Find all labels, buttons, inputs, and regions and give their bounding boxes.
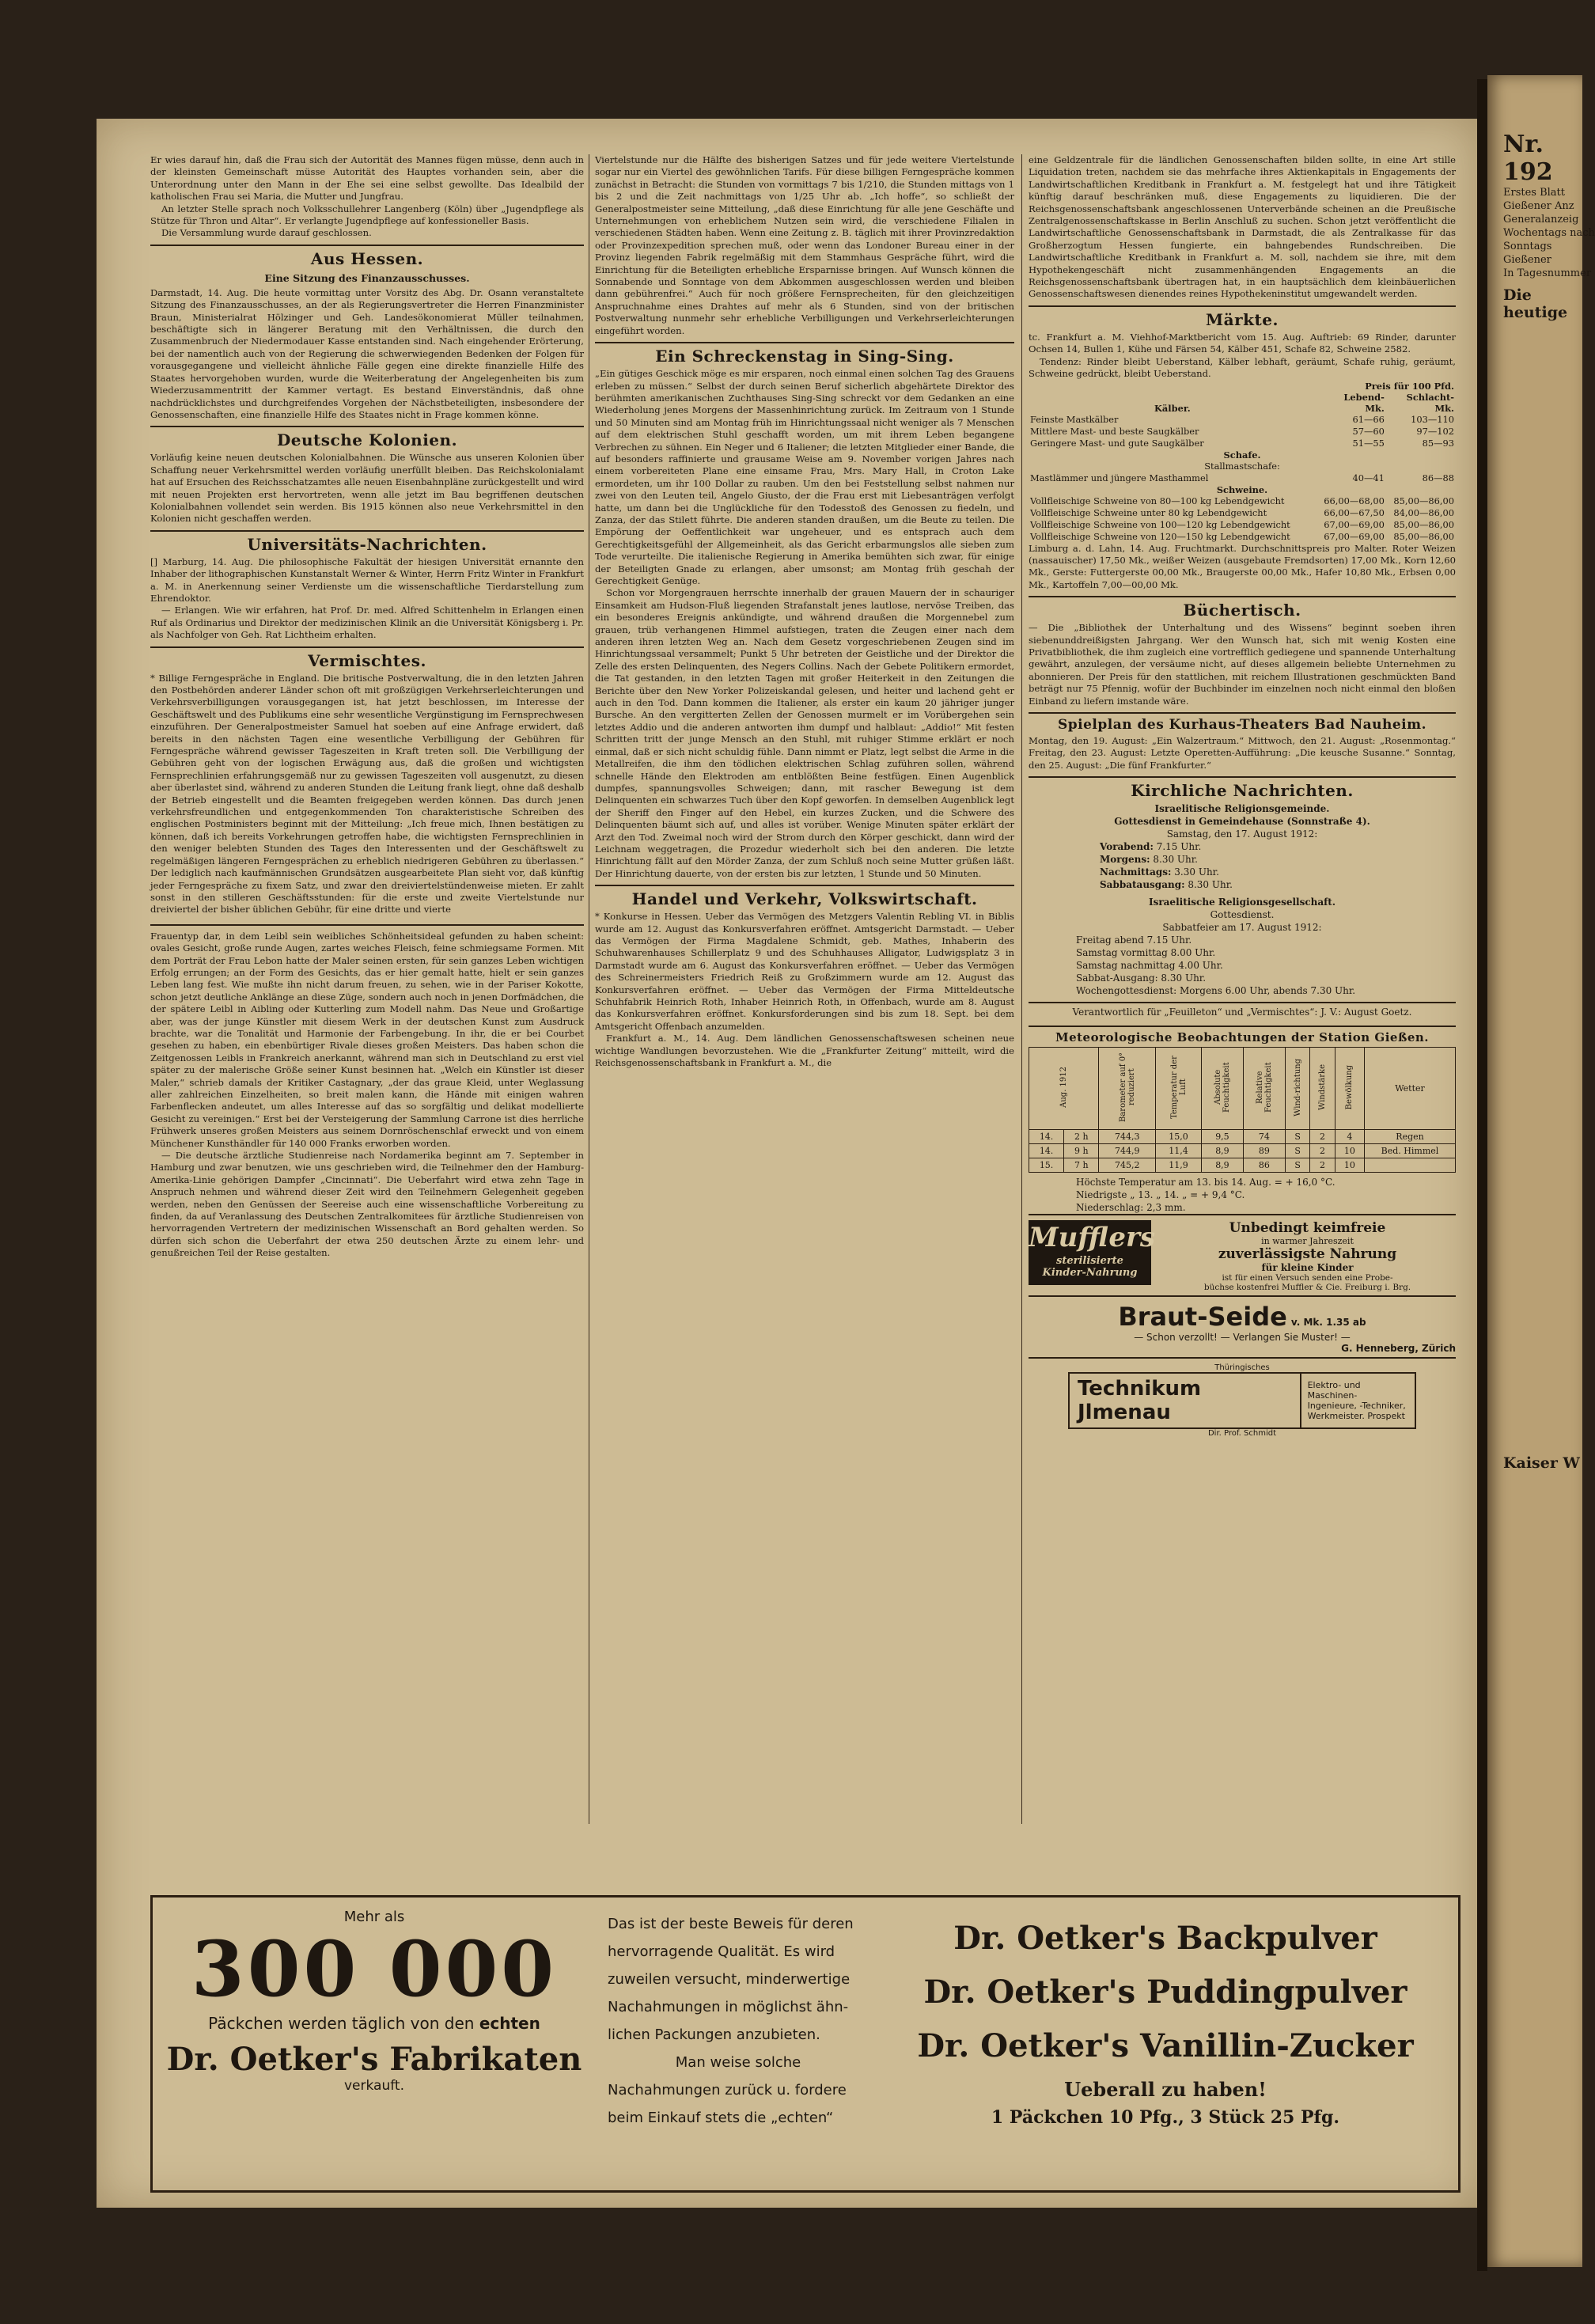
ad-mehr: Mehr als (343, 1909, 405, 1925)
table-row: Mastlämmer und jüngere Masthammel 40—41 86—88 (1030, 472, 1454, 483)
congregation-name: Israelitische Religionsgesellschaft. (1148, 897, 1336, 908)
ad-product: Dr. Oetker's Vanillin-Zucker (917, 2027, 1414, 2064)
section-title-universitaet: Universitäts-Nachrichten. (247, 534, 487, 554)
table-row: Geringere Mast- und gute Saugkälber 51—55 85—93 (1030, 437, 1454, 449)
sub-category: Stallmastschafe: (1204, 460, 1280, 472)
muffler-ad: Mufflers sterilisierte Kinder-Nahrung Unbedingt keimfreie in warmer Jahreszeit zuverlässigste Nahrung für kleine Kinder ist für einen Versuch senden eine Probe- büchse kostenfrei Muffler & Cie. Freiburg i. Brg. (1029, 1214, 1456, 1295)
section-title-kirche: Kirchliche Nachrichten. (1131, 781, 1354, 801)
service-label: Gottesdienst. (1210, 909, 1275, 921)
muffler-logo: Mufflers sterilisierte Kinder-Nahrung (1029, 1220, 1151, 1285)
ad-brand: Dr. Oetker's Fabrikaten (166, 2041, 582, 2078)
article-paragraph: Schon vor Morgengrauen herrschte innerhalb der grauen Mauern der in schauriger Einsamkeit am Hudson-Fluß liegenden Strafanstalt jenes lautlose, nervöse Treiben, das ein besonderes Ereignis ankündigte, und während draußen die Morgennebel zum grauen, trüb verhangenen Himmel aufstiegen, traten die Zeugen einer nach dem anderen ihren letzten Weg an. Nach dem Gesetz vorgeschriebenen Zeugen sind im Hinrichtungssaal versammelt; Punkt 5 Uhr betreten der Geistliche und der Direktor die Zelle des ersten Delinquenten, des Negers Collins. Nach der Gebete Politikern ermordet, die Tat gestanden, in den letzten Tagen mit großer Heiterkeit in den Zeitungen die Berichte über den New Yorker Polizeiskandal gelesen, und heiter und lachend geht er auch in den Tod. Dann kommen die Italiener, als erster ein kaum 20 jähriger junger Bursche. An den vergitterten Zellen der Genossen murmelt er im Vorübergehen sein letztes Addio und die anderen antworten ihm dumpf und halblaut: „Addio!“ Mit festen Schritten tritt der junge Mensch an den Stuhl, mit ruhiger Stimme erklärt er noch einmal, daß er sich nicht schuldig fühle. Dann nimmt er Platz, legt selbst die Arme in die Metallreifen, die ihm den tödlichen elektrischen Schlag zuführen sollen, während schnelle Hände den Elektroden am entblößten Beine festfügen. Einen Augenblick dumpfes, spannungsvolles Schweigen; dann, mit rascher Bewegung ist dem Delinquenten ein schwarzes Tuch über den Kopf geworfen. In demselben Augenblick legt der Sheriff den Finger auf den Hebel, ein kurzes Zucken, und die Schwere des Delinquenten bäumt sich auf, und alles ist vorüber. Wenige Minuten später erklärt der Arzt den Tod. Zweimal noch wird der Strom durch den Körper geschickt, dann wird der Leichnam weggetragen, die Prozedur wiederholt sich bei den anderen. Die letzte Hinrichtung fällt auf den Mörder Zanza, der zum Schluß noch seine Mutter grüßen läßt. Der Hinrichtung dauerte, von der ersten bis zur letzten, 1 Stunde und 50 Minuten. (595, 587, 1014, 879)
precipitation: Niederschlag: 2,3 mm. (1076, 1202, 1186, 1214)
price-header: Preis für 100 Pfd. (1365, 380, 1454, 392)
section-title-meteo: Meteorologische Beobachtungen der Station Gießen. (1055, 1030, 1430, 1045)
article-paragraph: „Ein gütiges Geschick möge es mir ersparen, noch einmal einen solchen Tag des Grauens erleben zu müssen.“ Selbst der durch seinen Beruf sicherlich abgehärtete Direktor des berühmten amerikanischen Zuchthauses Sing-Sing schreckt vor dem Gedanken an eine Wiederholung jenes Morgens der Massenhinrichtung zurück. Im Zeitraum von 1 Stunde und 50 Minuten sind am Montag früh im Hinrichtungssaal nicht weniger als 7 Menschen auf dem elektrischen Stuhl geschafft worden, um mit ihrem Leben begangene Verbrechen zu sühnen. Ein Neger und 6 Italiener; die letzten Mitglieder einer Bande, die auf besonders raffinierte und grausame Weise am 9. November vorigen Jahres nach einem vorbereiteten Plane eine einsame Frau, Mrs. Mary Hall, in Croton Lake ermordeten, um ihr 100 Dollar zu rauben. Um den bei Feststellung selbst nahmen nur zwei von den Leuten teil, Angelo Giusto, der die Frau erst mit Liebesanträgen verfolgt hatte, um dann bei die Unglückliche für den Todesstoß des Genossen zu fiedeln, und Zanza, der das Stilett führte. Die anderen standen draußen, um die Beute zu teilen. Die Empörung der Oeffentlichkeit war ungeheuer, und es entsprach auch dem Gerechtigkeitsgefühl der Allgemeinheit, als das Gericht erbarmungslos alle sieben zum Tode verurteilte. Die italienische Regierung in Amerika bemühten sich zwar, für einige der Beteiligten Gnade zu erlangen, aber umsonst; am Montag früh geschah der Gerechtigkeit Genüge. (595, 368, 1014, 586)
market-intro: tc. Frankfurt a. M. Viehhof-Marktbericht vom 15. Aug. Auftrieb: 69 Rinder, darunter Ochsen 14, Bullen 1, Kühe und Färsen 54, Kälber 451, Schafe 82, Schweine 2582. (1029, 331, 1456, 355)
intro-paragraph: An letzter Stelle sprach noch Volksschullehrer Langenberg (Köln) über „Jugendpflege als Stütze für Thron und Altar“. Er verlangte Jugendpflege auf konfessioneller Basis. (150, 203, 584, 227)
article-paragraph: — Erlangen. Wie wir erfahren, hat Prof. Dr. med. Alfred Schittenhelm in Erlangen einen Ruf als Ordinarius und Direktor der medizinischen Klinik an die Universität Königsberg i. Pr. als Nachfolger von Geh. Rat Lichtheim erhalten. (150, 605, 584, 641)
feuilleton-paragraph: Frauentyp dar, in dem Leibl sein weibliches Schönheitsideal gefunden zu haben scheint: ovales Gesicht, große runde Augen, zartes weiches Fleisch, feine schmiegsame Formen. Mit dem Porträt der Frau Lebon hatte der Maler seinen ersten, für sein ganzes Leben wichtigen Erfolg errungen; an der Form des Gesichts, das er hier gemalt hatte, hielt er sein ganzes Leben lang fest. Wie mußte ihn nicht darum freuen, zu sehen, wie in der Pariser Kokotte, schon jetzt deutliche Anklänge an diese Züge, sondern auch noch in jenen Dorfmädchen, die der spätere Leibl in Aibling oder Kutterling zum Modell nahm. Das Neue und Großartige aber, was der junge Künstler mit diesem Werk in der deutschen Kunst zum Ausdruck brachte, war die Tonalität und Harmonie der Farbengebung. In ihr, die er bei Courbet gesehen zu haben, ein ebenbürtiger Rivale dieses großen Meisters. Das haben schon die Zeitgenossen Leibls in Frankreich anerkannt, während man sich in Deutschland zu erst viel später zu der malerische Größe seiner Kunst besinnen hat. „Welch ein Künstler ist dieser Maler,“ schrieb damals der Kritiker Castagnary, „der das graue Kleid, unter Weglassung aller zahlreichen Einzelheiten, so breit malen kann, die Hände mit einigen wahren Farbenflecken andeutet, um alles Interesse auf das so sorgfältig und delikat modellierte Gesicht zu vereinigen.“ Erst bei der Versteigerung der Sammlung Carrone ist dies herrliche Frühwerk unseres großen Meisters aus seinem Dornröschenschlaf erweckt und von einem Münchener Kunsthändler für 140 000 Franks erworben worden. (150, 930, 584, 1149)
unit-header: Mk. (1365, 402, 1385, 414)
ad-product: Dr. Oetker's Puddingpulver (923, 1973, 1407, 2011)
column-2 (595, 154, 1014, 1069)
congregation-name: Israelitische Religionsgemeinde. (1154, 803, 1330, 815)
market-price-table (1029, 381, 1456, 543)
article-paragraph: Frankfurt a. M., 14. Aug. Dem ländlichen Genossenschaftswesen scheinen neue wichtige Wandlungen bevorzustehen. Wie die „Frankfurter Zeitung“ mitteilt, wird die Reichsgenossenschaftsbank in Frankfurt a. M., die (595, 1033, 1014, 1069)
article-paragraph: Montag, den 19. August: „Ein Walzertraum.“ Mittwoch, den 21. August: „Rosenmontag.“ Freitag, den 23. August: Letzte Operetten-Aufführung: „Die keusche Susanne.“ Sonntag, den 25. August: „Die fünf Frankfurter.“ (1029, 734, 1456, 771)
article-paragraph: Viertelstunde nur die Hälfte des bisherigen Satzes und für jede weitere Viertelstunde sogar nur ein Viertel des gewöhnlichen Tarifs. Für diese billigen Ferngespräche kommen zunächst in Betracht: die Stunden von vormittags 7 bis 1/210, die Stunden mittags von 1 bis 2 und die Zeit nachmittags von 1/25 Uhr ab. „Ich hoffe“, so schließt der Generalpostmeister seine Mitteilung, „daß diese Einrichtung für alle jene Geschäfte und Unternehmungen von erheblichem Nutzen sein wird, die verschiedene Filialen in verschiedenen Städten haben. Wenn eine Zeitung z. B. täglich mit ihrer Provinzredaktion oder Provinzexpedition sprechen muß, oder wenn das Londoner Bureau einer in der Provinz liegenden Fabrik regelmäßig mit dem Stammhaus Gespräche führt, wird die Einrichtung für die Beteiligten erhebliche Ersparnisse bringen. Auf Wunsch können die Sonnabende und Sonntage von dem Abkommen ausgeschlossen werden und bleiben dann gebührenfrei.“ Auch für noch größere Fernsprecheiten, für den gleichzeitigen Anspruchnahme eines Drahtes auf mehr als 6 Stunden, sind von der britischen Postverwaltung nunmehr sehr erhebliche Verbilligungen und Verkehrserleichterungen eingeführt worden. (595, 154, 1014, 336)
table-row: Vollfleischige Schweine von 120—150 kg Lebendgewicht 67,00—69,00 85,00—86,00 (1030, 530, 1454, 542)
technikum-name: Technikum Jlmenau (1070, 1374, 1301, 1427)
braut-seide-ad: Braut-Seide v. Mk. 1.35 ab — Schon verzollt! — Verlangen Sie Muster! — G. Henneberg, Zürich (1029, 1295, 1456, 1357)
category-header: Kälber. (1154, 402, 1191, 414)
service-location: Gottesdienst in Gemeindehause (Sonnstraße 4). (1114, 816, 1370, 828)
section-title-singsing: Ein Schreckenstag in Sing-Sing. (655, 347, 954, 366)
section-title-spielplan: Spielplan des Kurhaus-Theaters Bad Nauheim. (1057, 716, 1427, 733)
section-title-maerkte: Märkte. (1206, 309, 1279, 329)
article-paragraph: * Konkurse in Hessen. Ueber das Vermögen des Metzgers Valentin Rebling VI. in Biblis wurde am 12. August das Konkursverfahren eröffnet. Amtsgericht Darmstadt. — Ueber das Vermögen der Firma Magdalene Schmidt, geb. Mathes, Inhaberin des Schuhwarenhauses Schillerplatz 9 und des Schuhhauses Alligator, Ludwigsplatz 3 in Darmstadt wurde am 6. August das Konkursverfahren eröffnet. — Ueber das Vermögen des Schreinermeisters Friedrich Reiß zu Großzimmern wurde am 12. August das Konkursverfahren eröffnet. — Ueber das Vermögen der Firma Mitteldeutsche Schuhfabrik Heinrich Roth, Inhaber Heinrich Roth, in Offenbach, wurde am 8. August das Konkursverfahren eröffnet. Konkursforderungen sind bis zum 18. Sept. bei dem Amtsgericht Offenbach anzumelden. (595, 911, 1014, 1032)
section-subtitle: Eine Sitzung des Finanzausschusses. (264, 271, 470, 284)
article-paragraph: — Die „Bibliothek der Unterhaltung und des Wissens“ beginnt soeben ihren siebenunddreißigsten Jahrgang. Wer den Wunsch hat, sich mit wenig Kosten eine Privatbibliothek, die ihm zugleich eine vortrefflich gediegene und spannende Unterhaltung gewährt, anzulegen, der versäume nicht, auf dieses allgemein beliebte Unternehmen zu abonnieren. Der Preis für den stattlichen, mit reichem Illustrationen geschmückten Band beträgt nur 75 Pfennig, wofür der Buchbinder im einzelnen noch nicht einmal den bloßen Einband zu liefern imstande wäre. (1029, 622, 1456, 707)
section-title-vermischtes: Vermischtes. (308, 650, 426, 670)
ad-big-number: 300 000 (191, 1924, 558, 2014)
oetker-advertisement: Mehr als 300 000 Päckchen werden täglich von den echten Dr. Oetker's Fabrikaten verkauft. Das ist der beste Beweis für deren hervorragende Qualität. Es wird zuweilen versucht, minderwertige Nachahmungen in möglichst ähn- lichen Packungen anzubieten. Man weise solche Nachahmungen zurück u. fordere beim Einkauf stets die „echten“ Dr. Oetker's Backpulver Dr. Oetker's Puddingpulver Dr. Oetker's Vanillin-Zucker Ueberall zu haben! 1 Päckchen 10 Pfg., 3 Stück 25 Pfg. (150, 1895, 1461, 2193)
market-limburg: Limburg a. d. Lahn, 14. Aug. Fruchtmarkt. Durchschnittspreis pro Malter. Roter Weizen (nassauischer) 17,50 Mk., weißer Weizen (ausgebaute Fremdsorten) 17,00 Mk., Korn 12,60 Mk., Gerste: Futtergerste 00,00 Mk., Braugerste 00,00 Mk., Hafer 10,80 Mk., Erbsen 0,00 Mk., Kartoffeln 7,00—00,00 Mk. (1029, 542, 1456, 590)
newspaper-page (97, 119, 1477, 2208)
table-row: Vollfleischige Schweine von 80—100 kg Lebendgewicht 66,00—68,00 85,00—86,00 (1030, 495, 1454, 506)
market-tendenz: Tendenz: Rinder bleibt Ueberstand, Kälber lebhaft, geräumt, Schafe ruhig, geräumt, Schweine gedrückt, bleibt Ueberstand. (1029, 355, 1456, 380)
article-paragraph: [] Marburg, 14. Aug. Die philosophische Fakultät der hiesigen Universität ernannte den Inhaber der lithographischen Kunstanstalt Werner & Winter, Herrn Fritz Winter in Frankfurt a. M. in Anerkennung seiner Verdienste um die wissenschaftliche Tierdarstellung zum Ehrendoktor. (150, 555, 584, 604)
service-date: Samstag, den 17. August 1912: (1166, 828, 1318, 840)
article-paragraph: * Billige Ferngespräche in England. Die britische Postverwaltung, die in den letzten Jahren den Postbehörden anderer Länder schon oft mit großzügigen Verkehrserleichterungen und Verkehrsverbilligungen vorausgegangen ist, hat jetzt beschlossen, im Interesse der Geschäftswelt und des Publikums eine sehr wesentliche Vergünstigung im Fernsprechwesen einzuführen. Der Generalpostmeister Samuel hat soeben auf eine Anfrage erwidert, daß bereits in den nächsten Tagen eine wesentliche Verbilligung der Gebühren für Ferngespräche während gewisser Tageszeiten in Kraft treten soll. Die Verbilligung der Gebühren geht von der logischen Erwägung aus, daß die großen und wichtigsten Fernsprechlinien erfahrungsgemäß nur zu gewissen Tageszeiten voll ausgenutzt, zu diesen aber überlastet sind, während zu anderen Stunden die Leitung frank liegt, ohne daß deshalb der Betrieb eingestellt und die Beamten freigegeben werden können. Das durch jenen verkehrsfreundlichen und entgegenkommenden Ton charakteristische Schreiben des englischen Postministers beginnt mit der Mitteilung: „Ich freue mich, Ihnen bestätigen zu können, daß ich bereits Vorkehrungen getroffen habe, die wichtigsten Fernsprechlinien in den weniger belebten Stunden des Tages den Interessenten und der Geschäftswelt zu regelmäßigen längeren Ferngesprächen zu erheblich niedrigeren Gebühren zu überlassen.“ Der lediglich nach kaufmännischen Grundsätzen ausgearbeitete Plan sieht vor, daß künftig jeder Ferngespräche zu fixem Satz, und zwar den dreiviertelstündenweise mieten. Er zahlt sonst in den stilleren Geschäftsstunden: für die erste und zweite Viertelstunde nur dreiviertel der bisher üblichen Gebühr, für eine dritte und vierte (150, 672, 584, 916)
section-title-hessen: Aus Hessen. (310, 248, 424, 268)
section-title-buechertisch: Büchertisch. (1183, 601, 1301, 620)
article-paragraph: Vorläufig keine neuen deutschen Kolonialbahnen. Die Wünsche aus unseren Kolonien über Schaffung neuer Verkehrsmittel werden vorläufig unerfüllt bleiben. Das Reichskolonialamt hat auf Ersuchen des Reichsschatzamtes alle neuen Eisenbahnpläne zurückgestellt und wird mit neuen Projekten erst hervortreten, wenn alle jetzt im Bau begriffenen deutschen Kolonialbahnen vollendet sein werden. Bis 1915 können also neue Verkehrsmittel in den Kolonien nicht geschaffen werden. (150, 452, 584, 525)
technikum-ad: Thüringisches Technikum Jlmenau Elektro- und Maschinen- Ingenieure, -Techniker, Werkmeister. Prospekt Dir. Prof. Schmidt (1029, 1357, 1456, 1441)
table-row: 14. 2 h 744,3 15,0 9,5 74 S 2 4 Regen (1029, 1130, 1456, 1144)
category-header: Schweine. (1216, 483, 1268, 495)
weather-table: Aug. 1912 Barometer auf 0° reduziert Temperatur der Luft Absolute Feuchtigkeit Relative Feuchtigkeit Wind-richtung Windstärke Bewölkung Wetter 14. 2 h 744,3 15,0 9,5 74 S 2 4 Regen 14. 9 h 744,9 11,4 8,9 89 S 2 10 Bed. Himmel 15. 7 h 745,2 11,9 8,9 86 S 2 10 (1029, 1047, 1456, 1173)
table-row: Vollfleischige Schweine von 100—120 kg Lebendgewicht 67,00—69,00 85,00—86,00 (1030, 518, 1454, 530)
article-paragraph: Darmstadt, 14. Aug. Die heute vormittag unter Vorsitz des Abg. Dr. Osann veranstaltete Sitzung des Finanzausschusses, an der als Regierungsvertreter die Herren Finanzminister Braun, Ministerialrat Hölzinger und Geh. Landesökonomierat Müller teilnahmen, beschäftigte sich in längerer Beratung mit den Verhältnissen, die durch den Zusammenbruch der Niedermodauer Kasse entstanden sind. Nach eingehender Erörterung, bei der namentlich auch von der Regierung die schwerwiegenden Bedenken der Folgen für vorausgegangene und vielleicht ähnliche Fälle gegen eine direkte finanzielle Hilfe des Staates hervorgehoben wurden, wurde die Weiterberatung der Angelegenheiten bis zum Wiederzusammentritt der Kammer vertagt. Es bestand Einverständnis, daß ohne nachdrücklichstes und durchgreifendes Vorgehen der Nächstbeteiligten, insbesondere der Genossenschaften, eine finanzielle Hilfe des Staates nicht in Frage kommen könne. (150, 286, 584, 420)
ad-product: Dr. Oetker's Backpulver (953, 1920, 1377, 1957)
min-temp: Niedrigste „ 13. „ 14. „ = + 9,4 °C. (1076, 1189, 1245, 1201)
ad-paeckchen: Päckchen werden täglich von den (208, 2014, 475, 2033)
braut-seide-title: Braut-Seide (1118, 1302, 1287, 1333)
section-title-handel: Handel und Verkehr, Volkswirtschaft. (631, 889, 978, 909)
feuilleton-paragraph: — Die deutsche ärztliche Studienreise nach Nordamerika beginnt am 7. September in Hamburg und zwar benutzen, wie uns geschrieben wird, die Teilnehmer den der Hamburg-Amerika-Linie gehörigen Dampfer „Cincinnati“. Die Ueberfahrt wird etwa zehn Tage in Anspruch nehmen und während dieser Zeit wird den Teilnehmern Gelegenheit gegeben werden, neben den Genüssen der Seereise auch eine wissenschaftliche Vorbereitung zu finden, da auf Veranlassung des Deutschen Zentralkomitees für ärztliche Studienreisen von hervorragenden Vertretern der medizinischen Wissenschaft an Bord gehalten werden. So dürfen sich schon die Ueberfahrt der etwa 250 deutschen Ärzte zu einem lehr- und genußreichen Teil der Reise gestalten. (150, 1150, 584, 1259)
max-temp: Höchste Temperatur am 13. bis 14. Aug. = + 16,0 °C. (1076, 1177, 1335, 1189)
article-paragraph: eine Geldzentrale für die ländlichen Genossenschaften bilden sollte, in eine Art stille Liquidation treten, nachdem sie das mehrfache ihres Aktienkapitals in Engagements der Landwirtschaftlichen Kreditbank in Frankfurt a. M. festgelegt hat und ihre Tätigkeit künftig darauf beschränken muß, diese Engagements zu liquidieren. Die der Reichsgenossenschaftsbank angeschlossenen Unterverbände scheinen an die Preußische Zentralgenossenschaftskasse in Berlin Anschluß zu suchen. Schon jetzt veröffentlicht die Landwirtschaftliche Genossenschaftsbank in Darmstadt, die als Zentralkasse für das Großherzogtum Hessen fungierte, ein bahngebendes Rundschreiben. Die Landwirtschaftliche Kreditbank in Frankfurt a. M. soll, nachdem sie ihre, mit dem Hypothekengeschäft nicht zusammenhängenden Engagements an die Reichsgenossenschaftsbank übertragen hat, in ein hauptsächlich dem kleinbäuerlichen Genossenschaftswesen dienendes reines Hypothekeninstitut umgewandelt werden. (1029, 154, 1456, 300)
col-header: Schlacht- (1406, 391, 1454, 403)
adjacent-page-edge: Nr. 192 Erstes Blatt Gießener Anz Generalanzeig Wochentags nach Sonntags Gießener In Tagesnummer Die heutige Kaiser W (1487, 75, 1582, 2267)
page-spine (1477, 79, 1487, 2271)
table-row: Vollfleischige Schweine unter 80 kg Lebendgewicht 66,00—67,50 84,00—86,00 (1030, 506, 1454, 518)
editor-credit: Verantwortlich für „Feuilleton“ und „Vermischtes“: J. V.: August Goetz. (1072, 1007, 1412, 1018)
column-rule (1021, 154, 1022, 1824)
unit-header: Mk. (1434, 402, 1454, 414)
intro-paragraph: Die Versammlung wurde darauf geschlossen. (161, 227, 372, 239)
service-date: Sabbatfeier am 17. August 1912: (1162, 922, 1322, 934)
table-row: Mittlere Mast- und beste Saugkälber 57—60 97—102 (1030, 425, 1454, 437)
table-row: Feinste Mastkälber 61—66 103—110 (1030, 413, 1454, 425)
table-row: 14. 9 h 744,9 11,4 8,9 89 S 2 10 Bed. Himmel (1029, 1144, 1456, 1158)
col-header: Lebend- (1343, 391, 1385, 403)
column-1 (150, 154, 584, 1260)
section-title-kolonien: Deutsche Kolonien. (276, 430, 458, 450)
category-header: Schafe. (1223, 449, 1261, 461)
intro-paragraph: Er wies darauf hin, daß die Frau sich der Autorität des Mannes fügen müsse, denn auch in der kleinsten Gemeinschaft müsse Autorität des Hauptes vorhanden sein, aber die Unterordnung unter den Mann in der Ehe sei eine selbst gewollte. Das Idealbild der katholischen Frau sei Maria, die Mutter und Jungfrau. (150, 154, 584, 203)
column-3: eine Geldzentrale für die ländlichen Genossenschaften bilden sollte, in eine Art stille Liquidation treten, nachdem sie das mehrfache ihres Aktienkapitals in Engagements der Landwirtschaftlichen Kreditbank in Frankfurt a. M. festgelegt hat und ihre Tätigkeit künftig darauf beschränken muß, diese Engagements zu liquidieren. Die der Reichsgenossenschaftsbank angeschlossenen Unterverbände scheinen an die Preußische Zentralgenossenschaftskasse in Berlin Anschluß zu suchen. Schon jetzt veröffentlicht die Landwirtschaftliche Genossenschaftsbank in Darmstadt, die als Zentralkasse für das Großherzogtum Hessen fungierte, ein bahngebendes Rundschreiben. Die Landwirtschaftliche Kreditbank in Frankfurt a. M. soll, nachdem sie ihre, mit dem Hypothekengeschäft nicht zusammenhängenden Engagements an die Reichsgenossenschaftsbank übertragen hat, in ein hauptsächlich dem kleinbäuerlichen Genossenschaftswesen dienendes reines Hypothekeninstitut umgewandelt werden. Märkte. tc. Frankfurt a. M. Viehhof-Marktbericht vom 15. Aug. Auftrieb: 69 Rinder, darunter Ochsen 14, Bullen 1, Kühe und Färsen 54, Kälber 451, Schafe 82, Schweine 2582. Tendenz: Rinder bleibt Ueberstand, Kälber lebhaft, geräumt, Schafe ruhig, geräumt, Schweine gedrückt, bleibt Ueberstand. Preis für 100 Pfd. Lebend- Schlacht- Kälber. Mk. Mk. Feinste Mastkälber 61—66 103—110 Mittlere Mast- und beste Saugkälber 57—60 97—102 Geringere Mast- und gute Saugkälber 51—55 85—93 Schafe. Stallmastschafe: Mastlämmer und jüngere Masthammel 40—41 86—88 Schweine. Vollfleischige Schweine von 80—100 kg Lebendgewicht 66,00—68,00 85,00—86,00 Vollfleischige Schweine unter 80 kg Lebendgewicht 66,00—67,50 84,00—86,00 Vollfleischige Schweine von 100—120 kg Lebendgewicht 67,00—69,00 85,00—86,00 Vollfleischige Schweine von 120—150 kg Lebendgewicht 67,00—69,00 85,00—86,00 Limburg a. d. Lahn, 14. Aug. Fruchtmarkt. Durchschnittspreis pro Malter. Roter Weizen (nassauischer) 17,50 Mk., weißer Weizen (ausgebaute Fremdsorten) 17,00 Mk., Korn 12,60 Mk., Gerste: Futtergerste 00,00 Mk., Braugerste 00,00 Mk., Hafer 10,80 Mk., Erbsen 0,00 Mk., Kartoffeln 7,00—00,00 Mk. Büchertisch. — Die „Bibliothek der Unterhaltung und des Wissens“ beginnt soeben ihren siebenunddreißigsten Jahrgang. Wer den Wunsch hat, sich mit wenig Kosten eine Privatbibliothek, die ihm zugleich eine vortrefflich gediegene und spannende Unterhaltung gewährt, anzulegen, der versäume nicht, auf dieses allgemein beliebte Unternehmen zu abonnieren. Der Preis für den stattlichen, mit reichem Illustrationen geschmückten Band beträgt nur 75 Pfennig, wofür der Buchbinder im einzelnen noch nicht einmal den bloßen Einband zu liefern imstande wäre. Spielplan des Kurhaus-Theaters Bad Nauheim. Montag, den 19. August: „Ein Walzertraum.“ Mittwoch, den 21. August: „Rosenmontag.“ Freitag, den 23. August: Letzte Operetten-Aufführung: „Die keusche Susanne.“ Sonntag, den 25. August: „Die fünf Frankfurter.“ Kirchliche Nachrichten. Israelitische Religionsgemeinde. Gottesdienst in Gemeindehause (Sonnstraße 4). Samstag, den 17. August 1912: Vorabend: 7.15 Uhr. Morgens: 8.30 Uhr. Nachmittags: 3.30 Uhr. Sabbatausgang: 8.30 Uhr. Israelitische Religionsgesellschaft. Gottesdienst. Sabbatfeier am 17. August 1912: Freitag abend 7.15 Uhr. Samstag vormittag 8.00 Uhr. Samstag nachmittag 4.00 Uhr. Sabbat-Ausgang: 8.30 Uhr. Wochengottesdienst: Morgens 6.00 Uhr, abends 7.30 Uhr. Verantwortlich für „Feuilleton“ und „Vermischtes“: J. V.: August Goetz. Meteorologische Beobachtungen der Station Gießen. Aug. 1912 Barometer auf 0° reduziert Temperatur der Luft Absolute Feuchtigkeit Relative Feuchtigkeit Wind-richtung Windstärke Bewölkung Wetter 14. 2 h 744,3 15,0 9,5 74 S 2 4 Regen 14. 9 h 744,9 11,4 8,9 89 S 2 10 Bed. Himmel 15. 7 h 745,2 11,9 8,9 86 S 2 10 Höchste Temperatur am 13. bis 14. Aug. = + 16,0 °C. Niedrigste „ 13. „ 14. „ = + 9,4 °C. Niederschlag: 2,3 mm. Mufflers sterilisierte Kinder-Nahrung Unbedingt keimfreie in warmer Jahreszeit zuverlässigste Nahrung für kleine Kinder ist für einen Versuch senden eine Probe- büchse kostenfrei Muffler & Cie. Freiburg i. Brg. Braut-Seide v. Mk. 1.35 ab — Schon verzollt! — Verlangen Sie Muster! — G. Henneberg, Zürich Thüringisches Technikum Jlmenau Elektro- und Maschinen- Ingenieure, -Techniker, Werkmeister. Prospekt Dir. Prof. Schmidt (1029, 154, 1456, 1441)
table-row: 15. 7 h 745,2 11,9 8,9 86 S 2 10 (1029, 1158, 1456, 1173)
